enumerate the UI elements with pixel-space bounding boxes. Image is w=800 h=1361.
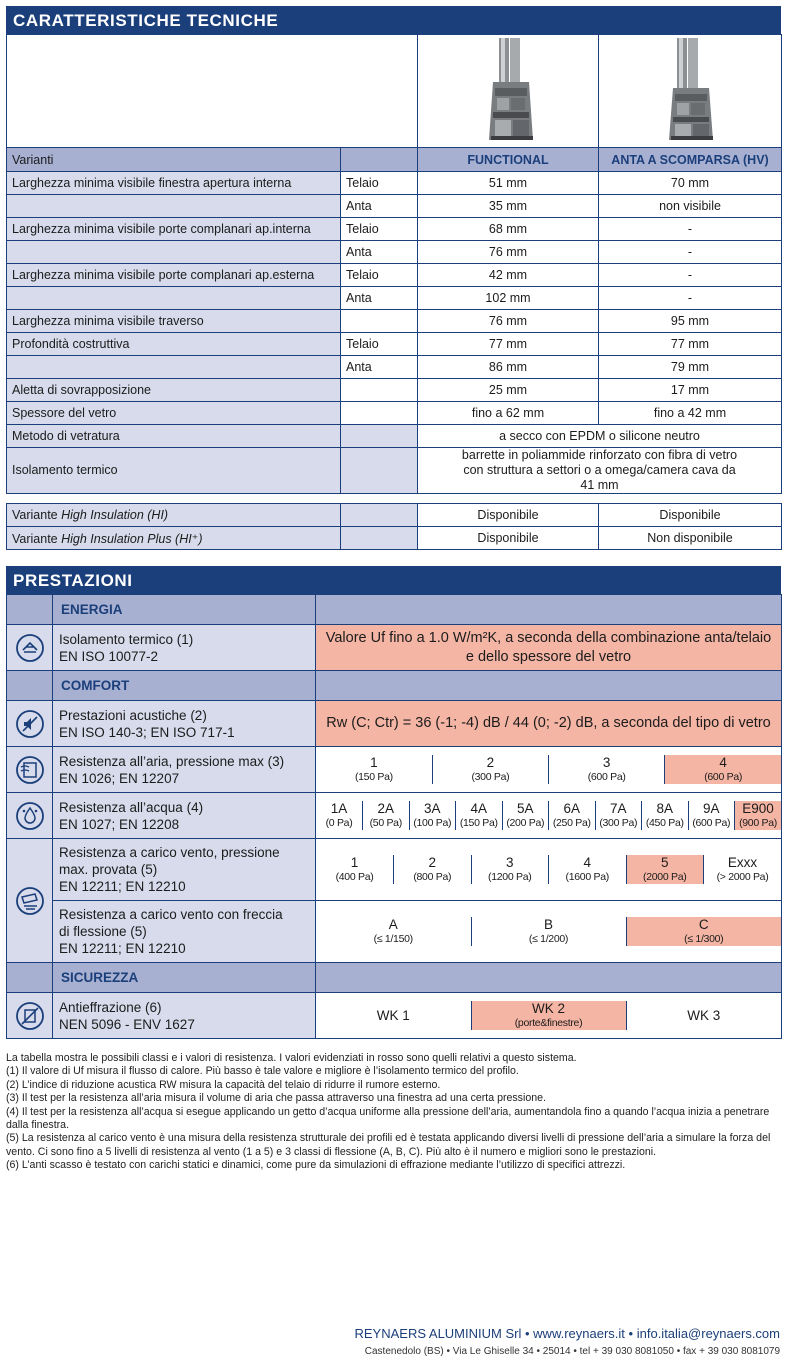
spec-row [7, 172, 782, 195]
functional-value: 102 mm [418, 287, 599, 310]
window-profile-section-image [453, 36, 563, 146]
hv-value: - [599, 218, 782, 241]
variants-label: Varianti [7, 148, 341, 172]
wind-pressure-class-detail: (800 Pa) [413, 871, 452, 883]
air-class-value: 2 [486, 755, 495, 770]
water-class-detail: (300 Pa) [599, 817, 638, 829]
hv-value: 95 mm [599, 310, 782, 333]
water-class-cell [409, 801, 456, 830]
water-class-value: 5A [516, 801, 534, 816]
air-class-cell [549, 755, 665, 784]
wind-pressure-class-cell [704, 855, 782, 884]
acoustic-value: Rw (C; Ctr) = 36 (-1; -4) dB / 44 (0; -2) dB, a seconda del tipo di vetro [316, 701, 782, 747]
water-class-detail: (50 Pa) [369, 817, 402, 829]
water-class-cell [642, 801, 689, 830]
water-class-value: 9A [702, 801, 720, 816]
air-resistance-row: Resistenza all’aria, pressione max (3) EN 1026; EN 12207 1 (150 Pa) 2 (300 Pa) 3 (600 Pa) 4 (600 Pa) [7, 747, 782, 793]
wind-deflection-class-value: C [698, 917, 709, 932]
spec-row [7, 333, 782, 356]
hv-profile-image [599, 35, 782, 148]
spec-row-label [7, 195, 341, 218]
spec-row-label: Larghezza minima visibile porte complanari ap.interna [7, 218, 341, 241]
variant-hi-row: Variante High Insulation (HI) Disponibile Disponibile [7, 504, 782, 527]
insulation-row: Isolamento termico barrette in poliammide rinforzato con fibra di vetro con struttura a settori o a omega/camera cava da 41 mm [7, 448, 782, 494]
wind-pressure-class-value: 3 [505, 855, 514, 870]
spec-row-sublabel: Anta [341, 356, 418, 379]
wind-pressure-class-value: 5 [660, 855, 669, 870]
spec-row-label: Aletta di sovrapposizione [7, 379, 341, 402]
spec-row [7, 356, 782, 379]
water-class-detail: (200 Pa) [506, 817, 545, 829]
functional-value: 51 mm [418, 172, 599, 195]
water-class-detail: (150 Pa) [459, 817, 498, 829]
air-class-detail: (600 Pa) [704, 771, 743, 783]
spec-row-label: Spessore del vetro [7, 402, 341, 425]
spec-row-label [7, 356, 341, 379]
air-class-detail: (300 Pa) [471, 771, 510, 783]
wind-pressure-class-value: 1 [350, 855, 359, 870]
spec-row [7, 402, 782, 425]
spec-table [6, 34, 782, 550]
functional-value: 86 mm [418, 356, 599, 379]
footnote-1: (1) Il valore di Uf misura il flusso di calore. Più basso è tale valore e migliore è l’isolamento termico del profilo. [6, 1065, 519, 1078]
comfort-category-label: COMFORT [53, 671, 316, 701]
hv-value: - [599, 264, 782, 287]
spec-row-sublabel: Anta [341, 241, 418, 264]
spec-row-sublabel [341, 402, 418, 425]
energy-category-row [7, 595, 782, 625]
water-class-cell [688, 801, 735, 830]
air-class-value: 1 [370, 755, 378, 770]
functional-value: 25 mm [418, 379, 599, 402]
wind-pressure-class-value: 2 [428, 855, 436, 870]
burglary-class-cell [626, 1001, 781, 1030]
email-link[interactable]: info.italia@reynaers.com [636, 1326, 780, 1341]
spec-row [7, 264, 782, 287]
functional-value: 76 mm [418, 241, 599, 264]
water-class-value: 6A [563, 801, 580, 816]
perf-section-title: PRESTAZIONI [6, 566, 781, 594]
burglary-class-value: WK 2 [531, 1001, 565, 1016]
glazing-row: Metodo di vetratura a secco con EPDM o silicone neutro [7, 425, 782, 448]
water-class-cell [549, 801, 596, 830]
wind-pressure-class-detail: (> 2000 Pa) [716, 871, 769, 883]
security-category-label: SICUREZZA [53, 963, 316, 993]
hv-value: 79 mm [599, 356, 782, 379]
energy-category-label: ENERGIA [53, 595, 316, 625]
spec-row [7, 195, 782, 218]
spec-row-sublabel: Telaio [341, 172, 418, 195]
footnote-4: (4) Il test per la resistenza all’acqua si esegue applicando un getto d’acqua uniforme alla pressione dell’aria, aumentandola fino a quando l’acqua inizia a penetrare dalla finestra. [6, 1105, 770, 1132]
spec-row-sublabel: Telaio [341, 218, 418, 241]
spec-row-sublabel: Telaio [341, 333, 418, 356]
air-class-cell [432, 755, 548, 784]
spec-row [7, 379, 782, 402]
wind-pressure-class-cell [394, 855, 472, 884]
wind-deflection-class-cell [316, 917, 471, 946]
spec-row [7, 310, 782, 333]
water-resistance-icon [7, 793, 53, 839]
variant-hi-plus-row: Variante High Insulation Plus (HI⁺) Disponibile Non disponibile [7, 527, 782, 550]
performance-table [6, 594, 782, 1039]
functional-column-header: FUNCTIONAL [418, 148, 599, 172]
footnote-3: (3) Il test per la resistenza all’aria misura il volume di aria che passa attraverso una finestra ad una certa pressione. [6, 1092, 546, 1105]
spec-header-row [7, 148, 782, 172]
wind-pressure-class-value: 4 [583, 855, 591, 870]
functional-value: 77 mm [418, 333, 599, 356]
footnotes [6, 1052, 781, 1173]
air-class-value: 3 [602, 755, 611, 770]
water-class-cell [316, 801, 363, 830]
footnote-6: (6) L’anti scasso è testato con carichi statici e dinamici, come pure da simulazioni di effrazione mediante l’utilizzo di specifici attrezzi. [6, 1159, 626, 1172]
water-resistance-row: Resistenza all’acqua (4) EN 1027; EN 12208 1A (0 Pa) 2A (50 Pa) 3A (100 Pa) 4A (150 Pa) 5A (200 Pa) 6A (250 Pa) 7A (300 Pa) 8A (450 Pa) 9A (600 Pa) E900 (900 Pa) [7, 793, 782, 839]
water-class-value: 3A [423, 801, 441, 816]
wind-deflection-class-detail: (≤ 1/200) [528, 933, 569, 945]
burglary-class-detail: (porte&finestre) [514, 1017, 583, 1029]
water-class-cell [363, 801, 410, 830]
burglary-class-value: WK 1 [376, 1007, 410, 1023]
hv-value: 77 mm [599, 333, 782, 356]
spec-row-sublabel [341, 310, 418, 333]
spec-row-label [7, 287, 341, 310]
thermal-insulation-value: Valore Uf fino a 1.0 W/m²K, a seconda della combinazione anta/telaio e dello spessore del vetro [316, 625, 782, 671]
spec-row [7, 287, 782, 310]
burglary-resistance-icon [7, 993, 53, 1039]
window-profile-section-image [635, 36, 745, 146]
water-class-detail: (450 Pa) [645, 817, 684, 829]
functional-value: 42 mm [418, 264, 599, 287]
wind-pressure-row: Resistenza a carico vento, pressione max. provata (5) EN 12211; EN 12210 1 (400 Pa) 2 (800 Pa) 3 (1200 Pa) 4 (1600 Pa) 5 (2000 Pa) Exxx (> 2000 Pa) [7, 839, 782, 901]
burglary-class-cell [316, 1001, 471, 1030]
spec-row-label: Larghezza minima visibile porte complanari ap.esterna [7, 264, 341, 287]
wind-deflection-class-cell [471, 917, 626, 946]
hv-value: - [599, 241, 782, 264]
hv-value: 17 mm [599, 379, 782, 402]
profile-images-row [7, 35, 782, 148]
company-name: REYNAERS ALUMINIUM Srl [354, 1326, 522, 1341]
footnote-5: (5) La resistenza al carico vento è una misura della resistenza strutturale dei profili ed è testata applicando diversi livelli di pressione dell’aria a simulare la forza del vento. Ci sono fino a 5 livelli di resistenza al vento (1 a 5) e 3 classi di flessione (A, B, C). Più alto è il numero e migliori sono le prestazioni. [6, 1132, 771, 1158]
wind-pressure-class-cell [471, 855, 549, 884]
footnote-intro: La tabella mostra le possibili classi e i valori di resistenza. I valori evidenziati in rosso sono quelli relativi a questo sistema. [6, 1052, 577, 1064]
wind-load-icon [7, 839, 53, 963]
wind-pressure-class-detail: (1200 Pa) [488, 871, 532, 883]
burglary-class-cell [471, 1001, 626, 1030]
spec-row-sublabel [341, 379, 418, 402]
acoustic-row: Prestazioni acustiche (2) EN ISO 140-3; EN ISO 717-1 Rw (C; Ctr) = 36 (-1; -4) dB / 44 (0; -2) dB, a seconda del tipo di vetro [7, 701, 782, 747]
burglary-resistance-row: Antieffrazione (6) NEN 5096 - ENV 1627 WK 1 WK 2 (porte&finestre) WK 3 [7, 993, 782, 1039]
air-resistance-icon [7, 747, 53, 793]
wind-deflection-class-value: A [388, 917, 398, 932]
functional-profile-image [418, 35, 599, 148]
wind-pressure-class-cell [316, 855, 394, 884]
water-class-detail: (100 Pa) [413, 817, 452, 829]
water-class-detail: (250 Pa) [552, 817, 591, 829]
burglary-class-value: WK 3 [687, 1007, 721, 1023]
hv-value: fino a 42 mm [599, 402, 782, 425]
hv-value: non visibile [599, 195, 782, 218]
water-class-value: E900 [742, 801, 774, 816]
comfort-category-row [7, 671, 782, 701]
spec-row [7, 241, 782, 264]
spec-row-label: Larghezza minima visibile finestra apertura interna [7, 172, 341, 195]
water-class-cell [735, 801, 782, 830]
wind-pressure-class-detail: (400 Pa) [335, 871, 374, 883]
website-link[interactable]: www.reynaers.it [533, 1326, 625, 1341]
air-class-cell [316, 755, 432, 784]
spec-section-title: CARATTERISTICHE TECNICHE [6, 6, 781, 34]
spec-row-sublabel: Anta [341, 195, 418, 218]
air-class-detail: (600 Pa) [587, 771, 626, 783]
water-class-cell [502, 801, 549, 830]
wind-deflection-class-detail: (≤ 1/300) [684, 933, 724, 945]
wind-pressure-class-detail: (2000 Pa) [643, 871, 687, 883]
spec-row-sublabel: Telaio [341, 264, 418, 287]
water-class-detail: (0 Pa) [325, 817, 353, 829]
company-contact-line: REYNAERS ALUMINIUM Srl • www.reynaers.it • info.italia@reynaers.com [354, 1326, 780, 1341]
water-class-value: 2A [377, 801, 394, 816]
water-class-cell [595, 801, 642, 830]
spec-row-sublabel: Anta [341, 287, 418, 310]
water-class-cell [456, 801, 503, 830]
wind-pressure-class-cell [626, 855, 704, 884]
hv-column-header: ANTA A SCOMPARSA (HV) [599, 148, 782, 172]
thermal-insulation-icon [7, 625, 53, 671]
hv-value: - [599, 287, 782, 310]
spec-row-label [7, 241, 341, 264]
functional-value: 35 mm [418, 195, 599, 218]
wind-deflection-class-cell [626, 917, 781, 946]
air-class-value: 4 [719, 755, 727, 770]
air-class-cell [665, 755, 781, 784]
wind-pressure-class-value: Exxx [727, 855, 758, 870]
water-class-value: 7A [609, 801, 627, 816]
functional-value: 76 mm [418, 310, 599, 333]
thermal-insulation-row: Isolamento termico (1) EN ISO 10077-2 Valore Uf fino a 1.0 W/m²K, a seconda della combinazione anta/telaio e dello spessore del vetro [7, 625, 782, 671]
wind-pressure-class-cell [549, 855, 627, 884]
hv-value: 70 mm [599, 172, 782, 195]
footnote-2: (2) L’indice di riduzione acustica RW misura la capacità del telaio di ridurre il rumore esterno. [6, 1078, 441, 1091]
water-class-detail: (600 Pa) [692, 817, 731, 829]
functional-value: fino a 62 mm [418, 402, 599, 425]
water-class-value: 4A [470, 801, 487, 816]
company-address: Castenedolo (BS) • Via Le Ghiselle 34 • 25014 • tel + 39 030 8081050 • fax + 39 030 8081079 [364, 1346, 780, 1357]
spec-row-label: Profondità costruttiva [7, 333, 341, 356]
spec-row-label: Larghezza minima visibile traverso [7, 310, 341, 333]
functional-value: 68 mm [418, 218, 599, 241]
spec-row [7, 218, 782, 241]
air-class-detail: (150 Pa) [354, 771, 393, 783]
acoustic-icon [7, 701, 53, 747]
security-category-row [7, 963, 782, 993]
wind-pressure-class-detail: (1600 Pa) [565, 871, 609, 883]
water-class-detail: (900 Pa) [739, 817, 777, 829]
wind-deflection-class-value: B [543, 917, 553, 932]
wind-deflection-class-detail: (≤ 1/150) [373, 933, 413, 945]
water-class-value: 1A [330, 801, 348, 816]
wind-deflection-row: Resistenza a carico vento con freccia di flessione (5) EN 12211; EN 12210 A (≤ 1/150) B (≤ 1/200) C (≤ 1/300) [7, 901, 782, 963]
water-class-value: 8A [656, 801, 673, 816]
